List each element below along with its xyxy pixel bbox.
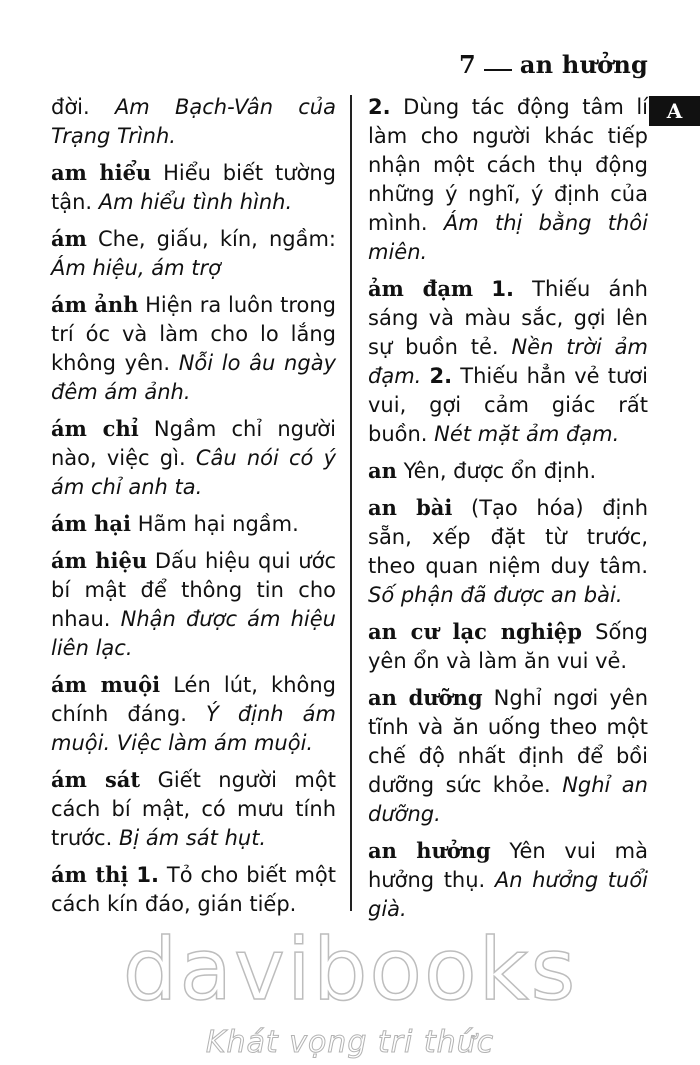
dictionary-entry <box>368 493 648 610</box>
watermark-tagline: Khát vọng tri thức <box>205 1025 495 1060</box>
example: Ý định ám muội. Việc làm ám muội. <box>51 702 336 755</box>
dictionary-entry <box>51 509 336 539</box>
dictionary-entry <box>368 836 648 924</box>
sense-number: 2. <box>368 95 391 119</box>
dictionary-entry <box>368 683 648 829</box>
example: Nghỉ an dưỡng. <box>368 773 648 826</box>
example: Bị ám sát hụt. <box>118 826 267 850</box>
example: Am hiểu tình hình. <box>98 190 293 214</box>
headword: am hiểu <box>51 160 152 185</box>
example: Nhận được ám hiệu liên lạc. <box>51 607 336 660</box>
definition: Che, giấu, kín, ngầm: <box>97 227 336 251</box>
dictionary-entry <box>368 274 648 449</box>
headword: ám sát <box>51 767 141 792</box>
definition: Hãm hại ngầm. <box>137 512 299 536</box>
headword: ảm đạm <box>368 276 474 301</box>
definition: Yên vui mà hưởng thụ. <box>368 839 648 892</box>
dictionary-entry <box>368 617 648 676</box>
dictionary-entry <box>51 414 336 502</box>
definition: Thiếu ánh sáng và màu sắc, gợi lên sự buồn tẻ. <box>368 277 648 359</box>
watermark-logo: davibooks <box>122 920 578 1020</box>
example: Nét mặt ảm đạm. <box>434 422 620 446</box>
headword: an dưỡng <box>368 685 483 710</box>
definition: đời. <box>51 95 90 119</box>
headword: ám hại <box>51 511 131 536</box>
definition: Ngầm chỉ người nào, việc gì. <box>51 417 336 470</box>
headword: an hưởng <box>368 838 491 863</box>
definition: Hiện ra luôn trong trí óc và làm cho lo lắng không yên. <box>51 293 336 375</box>
running-head-word: an hưởng <box>519 50 648 79</box>
page-number: 7 <box>459 50 476 79</box>
sense-number: 2. <box>429 364 453 388</box>
headword: ám muội <box>51 672 161 697</box>
dictionary-entry <box>51 670 336 758</box>
sense-number: 1. <box>136 863 159 887</box>
definition: Thiếu hẳn vẻ tươi vui, gợi cảm giác rất buồn. <box>368 364 648 446</box>
example: An hưởng tuổi già. <box>368 868 649 921</box>
example: Am Bạch-Vân của Trạng Trình. <box>51 95 336 148</box>
headword: ám thị <box>51 862 129 887</box>
headword: an cư lạc nghiệp <box>368 619 582 644</box>
headword: ám hiệu <box>51 548 148 573</box>
dictionary-entry <box>368 456 648 486</box>
example: Nỗi lo âu ngày đêm ám ảnh. <box>51 351 336 404</box>
headword: an <box>368 458 397 483</box>
header-dash <box>484 69 512 71</box>
definition: Yên, được ổn định. <box>403 459 597 483</box>
headword: ám ảnh <box>51 292 139 317</box>
headword: an bài <box>368 495 453 520</box>
dictionary-entry <box>51 93 336 151</box>
left-column <box>51 93 336 926</box>
example: Ám hiệu, ám trợ <box>51 256 221 280</box>
example: Ám thị bằng thôi miên. <box>368 211 648 264</box>
definition: (Tạo hóa) định sẵn, xếp đặt từ trước, theo quan niệm duy tâm. <box>368 496 648 578</box>
example: Câu nói có ý ám chỉ anh ta. <box>51 446 336 499</box>
right-column <box>368 93 648 931</box>
definition: Dấu hiệu qui ước bí mật để thông tin cho nhau. <box>51 549 336 631</box>
dictionary-entry <box>51 290 336 407</box>
example: Nền trời ảm đạm. <box>368 335 648 388</box>
dictionary-entry <box>51 765 336 853</box>
dictionary-entry <box>51 546 336 663</box>
definition: Sống yên ổn và làm ăn vui vẻ. <box>368 620 648 673</box>
headword: ám chỉ <box>51 416 139 441</box>
section-tab: A <box>649 96 700 126</box>
column-divider <box>350 95 352 911</box>
running-header <box>459 50 648 79</box>
definition: Giết người một cách bí mật, có mưu tính trước. <box>51 768 336 850</box>
example: Số phận đã được an bài. <box>368 583 623 607</box>
dictionary-entry <box>51 158 336 217</box>
definition: Nghỉ ngơi yên tĩnh và ăn uống theo một chế độ nhất định để bồi dưỡng sức khỏe. <box>368 686 648 797</box>
dictionary-entry <box>51 224 336 283</box>
headword: ám <box>51 226 87 251</box>
definition: Lén lút, không chính đáng. <box>51 673 336 726</box>
definition: Hiểu biết tường tận. <box>51 161 336 214</box>
dictionary-entry <box>368 93 648 267</box>
sense-number: 1. <box>491 277 514 301</box>
definition: Dùng tác động tâm lí làm cho người khác tiếp nhận một cách thụ động những ý nghĩ, ý định của mình. <box>368 95 649 235</box>
dictionary-entry <box>51 860 336 919</box>
definition: Tỏ cho biết một cách kín đáo, gián tiếp. <box>51 863 337 916</box>
